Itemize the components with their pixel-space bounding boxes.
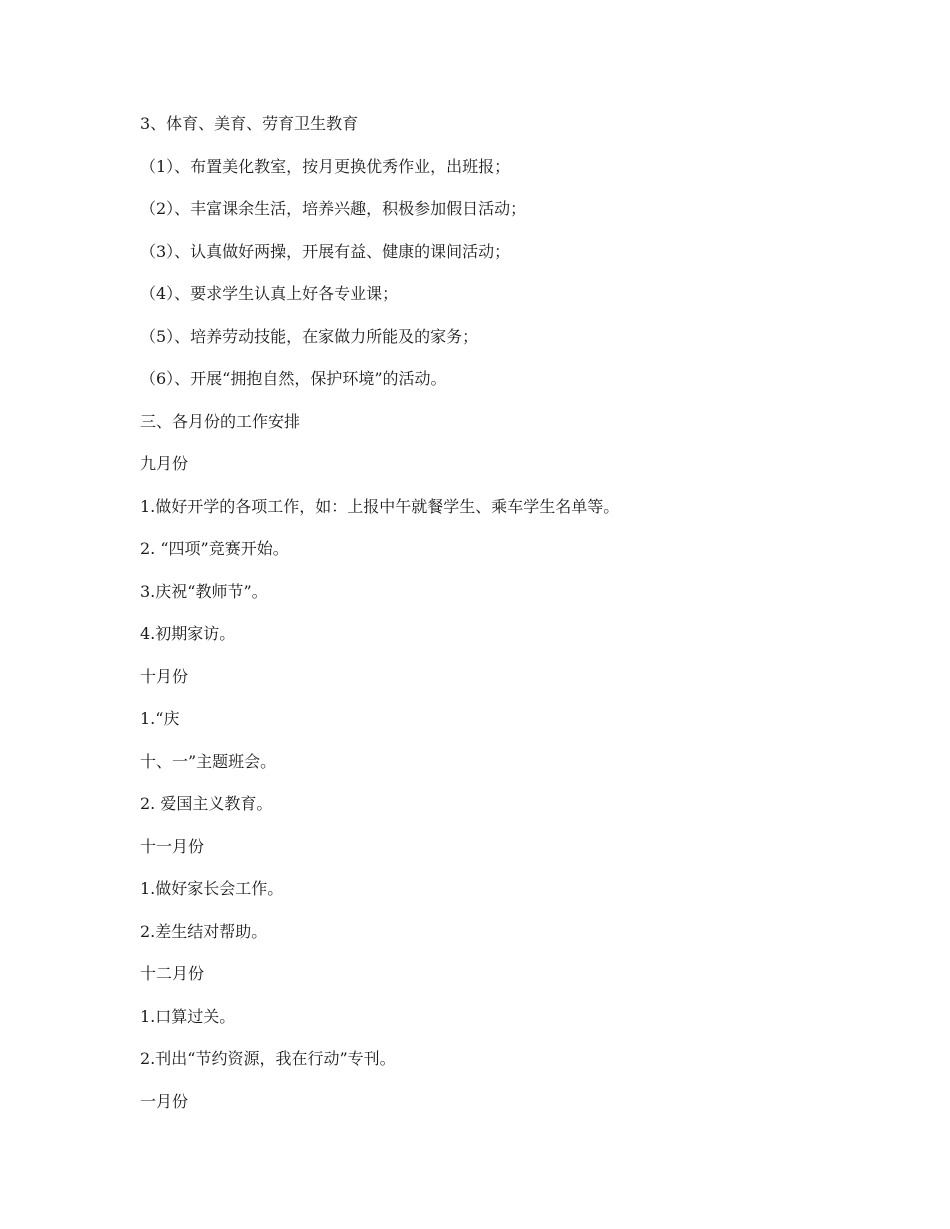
list-item: （5）、培养劳动技能，在家做力所能及的家务； <box>140 326 479 346</box>
list-item: 1.做好开学的各项工作，如：上报中午就餐学生、乘车学生名单等。 <box>140 496 620 516</box>
section-heading-monthly-plan: 三、各月份的工作安排 <box>140 411 301 431</box>
month-heading-november: 十一月份 <box>140 836 205 856</box>
list-item: 3.庆祝“教师节”。 <box>140 581 268 601</box>
list-item: 2. 爱国主义教育。 <box>140 794 273 813</box>
list-item: （4）、要求学生认真上好各专业课； <box>140 284 399 303</box>
month-heading-october: 十月份 <box>140 666 189 686</box>
document-body <box>140 111 840 1131</box>
list-item: （1）、布置美化教室，按月更换优秀作业，出班报； <box>140 156 511 176</box>
list-item: 2.刊出“节约资源，我在行动”专刊。 <box>140 1049 396 1068</box>
list-item: 2.差生结对帮助。 <box>140 921 268 941</box>
month-heading-january: 一月份 <box>140 1091 189 1111</box>
month-heading-september: 九月份 <box>140 454 189 473</box>
month-heading-december: 十二月份 <box>140 964 205 983</box>
list-item: 2. “四项”竞赛开始。 <box>140 539 289 558</box>
list-item: 1.“庆 <box>140 709 180 728</box>
list-item: 1.口算过关。 <box>140 1006 236 1026</box>
list-item: 十、一”主题班会。 <box>140 751 277 771</box>
list-item: 1.做好家长会工作。 <box>140 879 284 898</box>
list-item: 4.初期家访。 <box>140 624 236 643</box>
list-item: （2）、丰富课余生活，培养兴趣，积极参加假日活动； <box>140 199 527 218</box>
section-heading-pe-arts-labor: 3、体育、美育、劳育卫生教育 <box>140 114 359 133</box>
list-item: （6）、开展“拥抱自然，保护环境”的活动。 <box>140 369 447 388</box>
list-item: （3）、认真做好两操，开展有益、健康的课间活动； <box>140 241 511 261</box>
